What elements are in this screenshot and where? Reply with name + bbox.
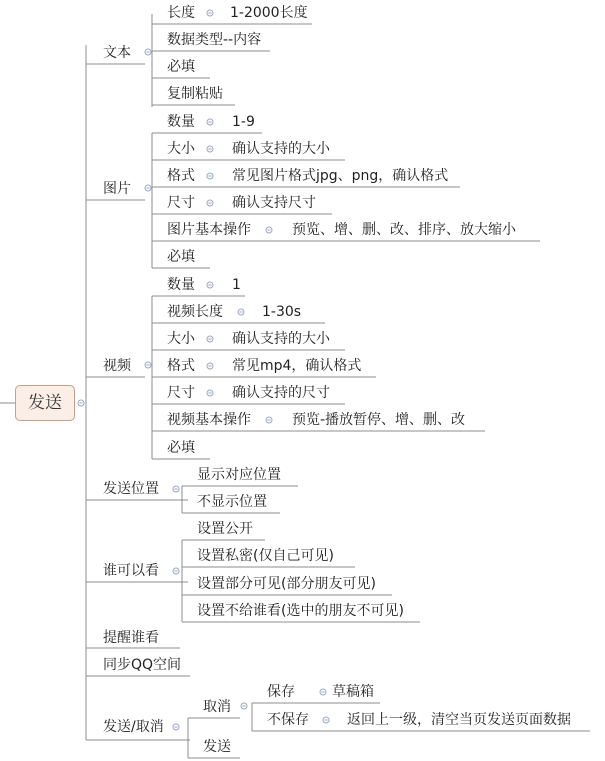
node-cancel[interactable]: 取消 [203, 699, 231, 715]
branch-text[interactable]: 文本 [103, 45, 131, 61]
node-image-size-value: 确认支持的大小 [232, 141, 330, 157]
node-image-format-value: 常见图片格式jpg、png，确认格式 [232, 168, 449, 184]
node-save-value: 草稿箱 [332, 684, 374, 700]
node-public[interactable]: 设置公开 [197, 521, 253, 537]
node-copy-paste[interactable]: 复制粘贴 [167, 86, 223, 102]
branch-video[interactable]: 视频 [103, 358, 131, 374]
node-image-count-value: 1-9 [232, 114, 255, 130]
node-image-format[interactable]: 格式 [167, 168, 195, 184]
node-save[interactable]: 保存 [267, 684, 295, 700]
node-no-save-value: 返回上一级，清空当页发送页面数据 [347, 712, 571, 728]
node-video-required[interactable]: 必填 [167, 440, 195, 456]
node-image-dimension[interactable]: 尺寸 [167, 195, 195, 211]
node-length[interactable]: 长度 [167, 5, 195, 21]
node-length-value: 1-2000长度 [230, 5, 308, 21]
node-required[interactable]: 必填 [167, 59, 195, 75]
branch-sync-qq[interactable]: 同步QQ空间 [103, 657, 182, 673]
node-hide-location[interactable]: 不显示位置 [197, 494, 267, 510]
node-private[interactable]: 设置私密(仅自己可见) [197, 548, 334, 564]
node-video-dimension-value: 确认支持的尺寸 [232, 385, 330, 401]
node-image-dimension-value: 确认支持尺寸 [232, 195, 316, 211]
branch-image[interactable]: 图片 [103, 181, 131, 197]
node-video-dimension[interactable]: 尺寸 [167, 385, 195, 401]
branch-send-cancel[interactable]: 发送/取消 [103, 719, 164, 735]
node-image-ops-value: 预览、增、删、改、排序、放大缩小 [292, 222, 516, 238]
node-video-length-value: 1-30s [262, 304, 302, 320]
node-video-ops[interactable]: 视频基本操作 [167, 412, 251, 428]
node-exclude[interactable]: 设置不给谁看(选中的朋友不可见) [197, 603, 404, 619]
node-show-location[interactable]: 显示对应位置 [197, 467, 281, 483]
node-video-count[interactable]: 数量 [167, 277, 195, 293]
node-video-size-value: 确认支持的大小 [232, 331, 330, 347]
node-partial[interactable]: 设置部分可见(部分朋友可见) [197, 576, 376, 592]
node-send[interactable]: 发送 [203, 739, 231, 755]
node-no-save[interactable]: 不保存 [267, 712, 309, 728]
node-video-length[interactable]: 视频长度 [167, 304, 223, 320]
node-image-ops[interactable]: 图片基本操作 [167, 222, 251, 238]
node-video-format-value: 常见mp4，确认格式 [232, 358, 362, 374]
node-image-size[interactable]: 大小 [167, 141, 195, 157]
node-video-ops-value: 预览-播放暂停、增、删、改 [292, 412, 466, 428]
root-node[interactable]: 发送 [15, 385, 75, 421]
branch-remind[interactable]: 提醒谁看 [103, 630, 159, 646]
node-video-size[interactable]: 大小 [167, 331, 195, 347]
node-data-type[interactable]: 数据类型--内容 [167, 32, 262, 48]
branch-location[interactable]: 发送位置 [103, 481, 159, 497]
node-image-count[interactable]: 数量 [167, 114, 195, 130]
node-image-required[interactable]: 必填 [167, 249, 195, 265]
node-video-format[interactable]: 格式 [167, 358, 195, 374]
branch-visibility[interactable]: 谁可以看 [103, 563, 159, 579]
node-video-count-value: 1 [232, 277, 241, 293]
